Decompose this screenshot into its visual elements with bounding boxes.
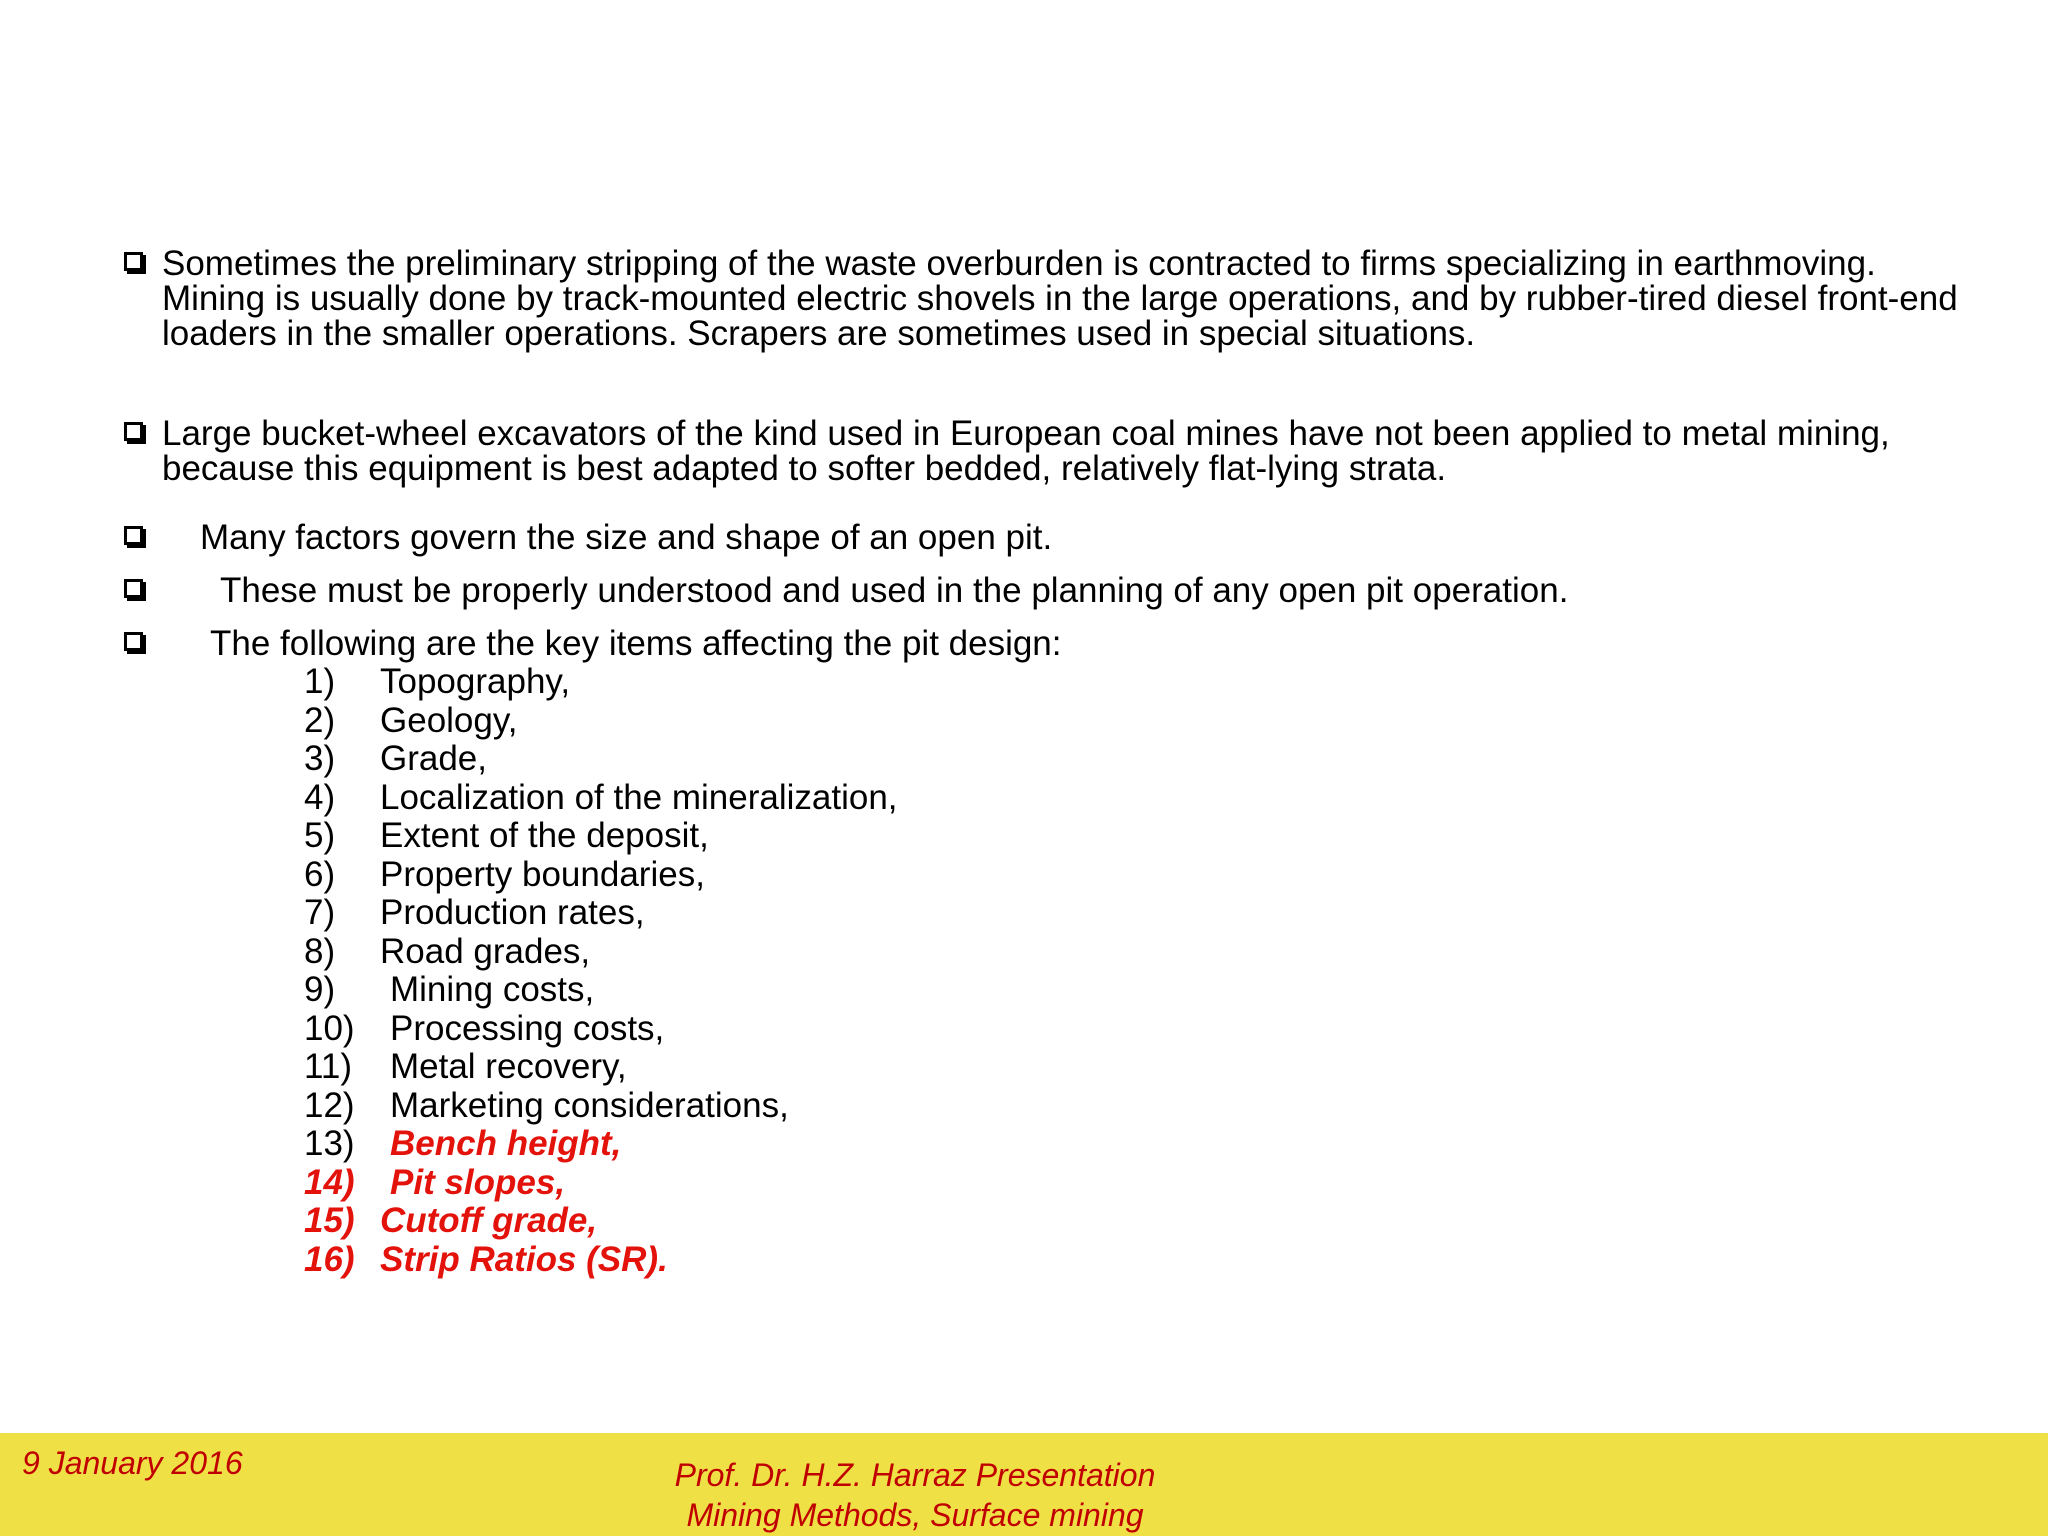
item-number: 16) [304, 1239, 355, 1279]
checkbox-bullet-icon [124, 252, 143, 271]
item-label: Pit slopes, [390, 1162, 566, 1202]
footer-bar [0, 1433, 2048, 1536]
item-number: 2) [304, 700, 336, 740]
item-label: Extent of the deposit, [380, 816, 709, 855]
item-label: Mining costs, [390, 970, 595, 1009]
item-number: 4) [304, 777, 336, 817]
item-label: Metal recovery, [390, 1047, 627, 1086]
item-label: Grade, [380, 739, 487, 778]
bullet-text: Large bucket-wheel excavators of the kind used in European coal mines have not been applied to metal mining, because this equipment is best adapted to softer bedded, relatively flat-lying strata. [162, 414, 1890, 488]
footer-presenter: Prof. Dr. H.Z. Harraz Presentation [674, 1457, 1156, 1493]
checkbox-bullet-icon [124, 632, 143, 651]
checkbox-bullet-icon [124, 422, 143, 441]
item-number: 14) [304, 1162, 355, 1202]
checkbox-bullet-icon [124, 526, 143, 545]
item-number: 1) [304, 662, 336, 701]
item-number: 11) [304, 1047, 352, 1086]
item-number: 9) [304, 970, 336, 1009]
bullet-text: Sometimes the preliminary stripping of the waste overburden is contracted to firms specializing in earthmoving. Mining is usually done by track-mounted electric shovels in the large operations, and by rubber-tired diesel front-end loaders in the smaller operations. Scrapers are sometimes used in special situations. [162, 244, 1958, 353]
footer-date: 9 January 2016 [22, 1445, 243, 1481]
item-label: Localization of the mineralization, [380, 777, 898, 817]
item-number: 12) [304, 1085, 355, 1125]
item-label: Cutoff grade, [380, 1201, 598, 1240]
item-label: Processing costs, [390, 1008, 665, 1048]
item-number: 15) [304, 1201, 355, 1240]
item-label: Bench height, [390, 1124, 622, 1163]
footer-presentation-info [630, 1455, 1200, 1535]
item-number: 7) [304, 893, 336, 932]
item-number: 10) [304, 1008, 355, 1048]
item-label: Strip Ratios (SR). [380, 1239, 668, 1279]
item-number: 8) [304, 931, 336, 971]
item-label: Geology, [380, 700, 518, 740]
footer-subject: Mining Methods, Surface mining [686, 1497, 1144, 1533]
item-label: Property boundaries, [380, 854, 705, 894]
item-number: 13) [304, 1124, 355, 1163]
item-label: Production rates, [380, 893, 645, 932]
item-number: 5) [304, 816, 336, 855]
item-label: Topography, [380, 662, 571, 701]
bullet-text: Many factors govern the size and shape of an open pit. [200, 518, 1053, 557]
item-number: 6) [304, 854, 336, 894]
checkbox-bullet-icon [124, 579, 143, 598]
item-label: Marketing considerations, [390, 1085, 789, 1125]
item-label: Road grades, [380, 931, 591, 971]
bullet-text: The following are the key items affecting the pit design: [210, 624, 1062, 663]
bullet-text: These must be properly understood and used in the planning of any open pit operation. [220, 571, 1569, 610]
item-number: 3) [304, 739, 336, 778]
